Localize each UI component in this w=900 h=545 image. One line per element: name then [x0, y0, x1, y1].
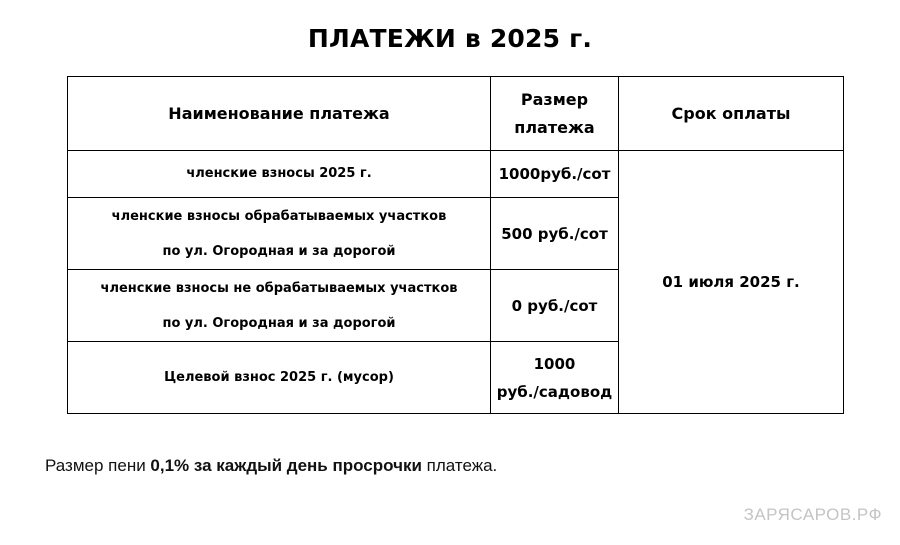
- amount-unit: руб./садовод: [496, 382, 613, 401]
- note-bold: 0,1% за каждый день просрочки: [150, 456, 422, 475]
- site-watermark: ЗАРЯСАРОВ.РФ: [743, 505, 882, 524]
- note-prefix: Размер пени: [45, 456, 151, 475]
- header-payment-amount: [491, 77, 619, 151]
- payment-name-line1: членские взносы не обрабатываемых участков: [100, 280, 458, 296]
- amount-unit: руб./сот: [532, 224, 608, 243]
- payment-amount: [491, 270, 619, 342]
- table-header-row: [68, 77, 844, 151]
- payments-table: [67, 76, 844, 414]
- amount-unit: руб./сот: [522, 296, 598, 315]
- payment-name: Целевой взнос 2025 г. (мусор): [68, 342, 491, 414]
- amount-value: 0: [511, 296, 523, 315]
- header-amount-line1: Размер: [520, 89, 589, 109]
- amount-value: 500: [501, 224, 533, 243]
- page-title: ПЛАТЕЖИ в 2025 г.: [307, 24, 593, 53]
- payment-name-line1: членские взносы обрабатываемых участков: [111, 208, 447, 224]
- payment-name-line2: по ул. Огородная и за дорогой: [162, 315, 396, 331]
- header-amount-line2: платежа: [514, 117, 595, 137]
- header-payment-name: Наименование платежа: [68, 77, 491, 151]
- amount-value: 1000: [533, 354, 576, 373]
- payment-amount: [491, 151, 619, 198]
- penalty-note: [45, 456, 497, 476]
- table-row: [68, 151, 844, 198]
- amount-value: 1000: [498, 165, 541, 183]
- payment-amount: [491, 342, 619, 414]
- note-suffix: платежа.: [421, 456, 498, 475]
- payment-name: членские взносы 2025 г.: [68, 151, 491, 198]
- payment-name-line2: по ул. Огородная и за дорогой: [162, 243, 396, 259]
- payment-amount: [491, 198, 619, 270]
- amount-unit: руб./сот: [540, 165, 611, 183]
- payment-name: [68, 198, 491, 270]
- payment-deadline: 01 июля 2025 г.: [619, 151, 844, 414]
- header-deadline: Срок оплаты: [619, 77, 844, 151]
- payment-name: [68, 270, 491, 342]
